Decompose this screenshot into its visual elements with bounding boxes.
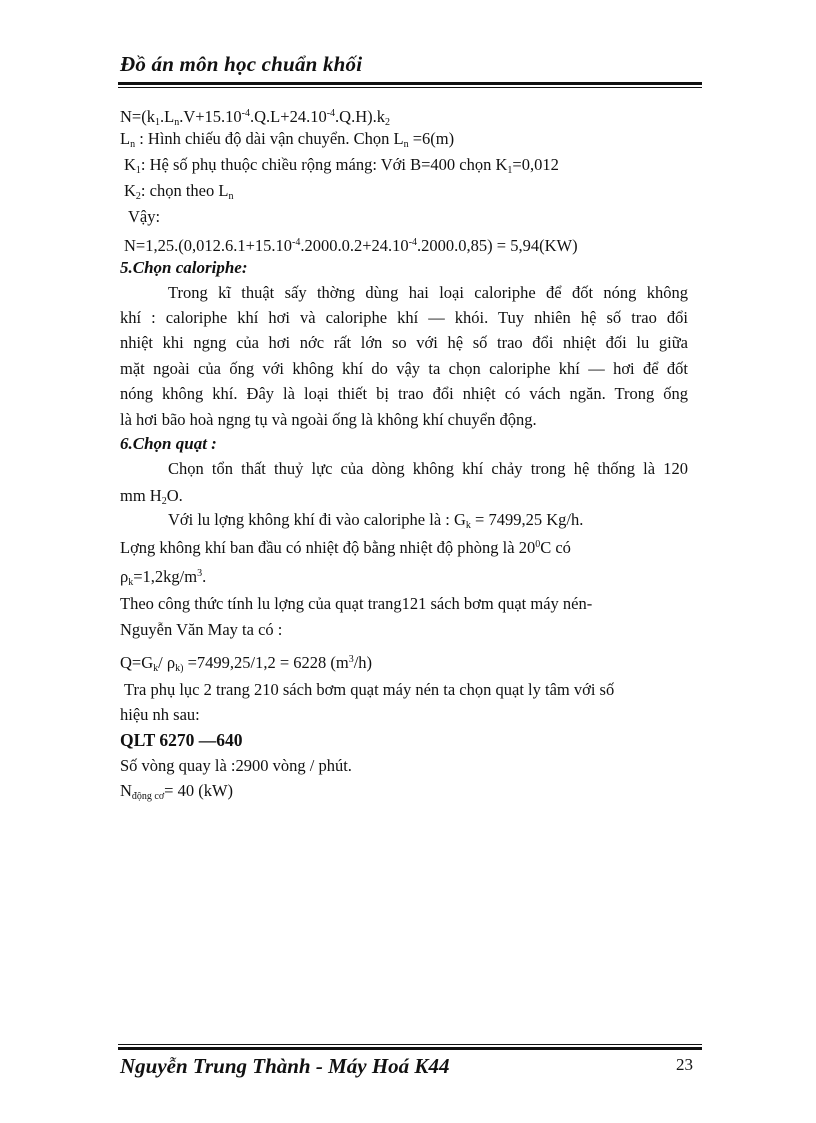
k2-definition: $K_2$: chọn theo $L_n$ — [124, 181, 234, 202]
paragraph-line: Tra phụ lục 2 trang 210 sách bơm quạt máy nén ta chọn quạt ly tâm với số — [124, 680, 615, 699]
paragraph-line: Lợng không khí ban đầu có nhiệt độ bằng nhiệt độ phòng là $20^0C$ có — [120, 538, 571, 557]
section-5-title: 5.Chọn caloriphe: — [120, 258, 248, 277]
paragraph-line: Với lu lợng không khí đi vào caloriphe là : $G_k = 7499,25$ Kg/h. — [168, 510, 584, 531]
ln-definition: $L_n$ : Hình chiếu độ dài vận chuyển. Chọn $L_n =6(m)$ — [120, 129, 455, 150]
header-title: Đồ án môn học chuẩn khối — [120, 52, 363, 76]
fan-model: QLT 6270 —640 — [120, 730, 243, 750]
vay-label: Vậy: — [128, 207, 161, 226]
k1-definition: $K_1$: Hệ số phụ thuộc chiều rộng máng: Với B=400 chọn $K_1=0,012$ — [124, 155, 559, 176]
paragraph-line: mặt ngoài của ống với không khí do vậy ta chọn caloriphe khí — hơi để đốt — [120, 359, 688, 378]
paragraph-line: nhiệt khi ngng của hơi nớc rất lớn so với hệ số trao đổi nhiệt đối lu giữa — [120, 333, 688, 352]
footer-author: Nguyễn Trung Thành - Máy Hoá K44 — [120, 1054, 450, 1078]
fan-power: $N_{động cơ}= 40$ (kW) — [120, 781, 234, 802]
paragraph-line: $\rho_k=1,2kg/m^3$. — [120, 567, 207, 588]
paragraph-line: Theo công thức tính lu lợng của quạt trang121 sách bơm quạt máy nén- — [120, 594, 593, 613]
section-6-title: 6.Chọn quạt : — [120, 434, 217, 453]
fan-speed: Số vòng quay là :2900 vòng / phút. — [120, 756, 352, 775]
paragraph-line: Nguyễn Văn May ta có : — [120, 620, 283, 639]
paragraph-line: Trong kĩ thuật sấy thờng dùng hai loại caloriphe để đốt nóng không — [168, 283, 688, 302]
paragraph-line: mm $H_2O$. — [120, 486, 183, 507]
paragraph-line: Chọn tổn thất thuỷ lực của dòng không khí chảy trong hệ thống là 120 — [168, 459, 688, 478]
footer-rule-thin — [118, 1044, 702, 1045]
formula-q: $Q=G_k/$ $\rho_{k)} =7499,25/1,2 = 6228$ $(m^3/h)$ — [120, 653, 373, 674]
page-number: 23 — [676, 1055, 693, 1074]
footer-rule — [118, 1047, 702, 1050]
paragraph-line: hiệu nh sau: — [120, 705, 200, 724]
header-rule — [118, 82, 702, 85]
n-calculation: $N=1,25.(0,012.6.1+15.10^{-4}.2000.0.2+24.10^{-4}.2000.0,85) = 5,94(KW)$ — [124, 236, 578, 255]
paragraph-line: nóng không khí. Đây là loại thiết bị trao đổi nhiệt có vách ngăn. Trong ống — [120, 384, 688, 403]
formula-n: $N=(k_1.L_n.V+15.10^{-4}.Q.L+24.10^{-4}.Q.H).k_2$ — [120, 107, 390, 128]
paragraph-line: là hơi bão hoà ngng tụ và ngoài ống là không khí chuyển động. — [120, 410, 537, 429]
paragraph-line: khí : caloriphe khí hơi và caloriphe khí — khói. Tuy nhiên hệ số trao đổi — [120, 308, 688, 327]
header-rule-thin — [118, 87, 702, 88]
